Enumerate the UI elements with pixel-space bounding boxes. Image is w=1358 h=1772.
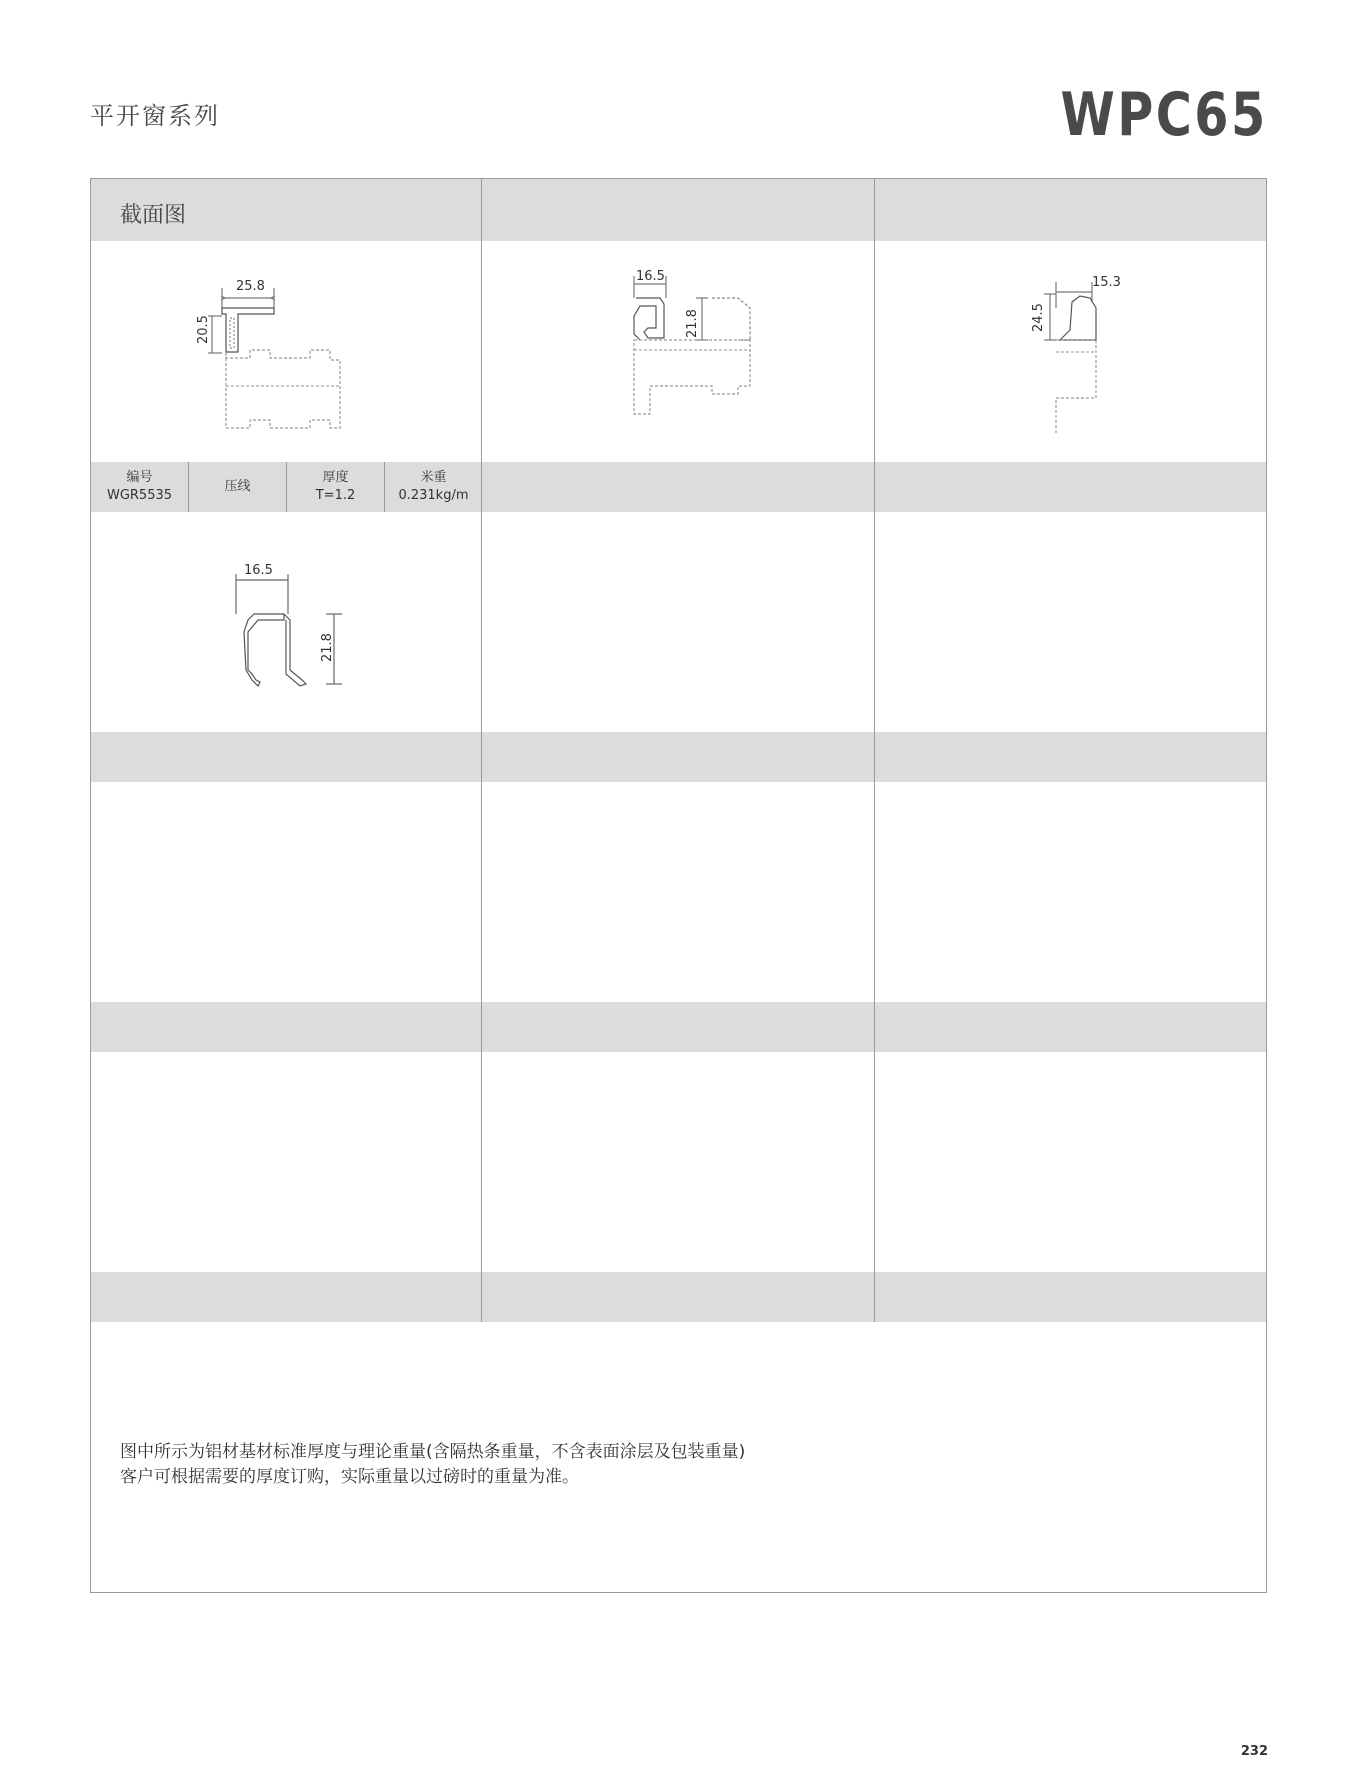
thickness-value: T=1.2 — [315, 488, 356, 503]
profile-4-dim-height — [320, 633, 335, 662]
series-title: 平开窗系列 — [90, 102, 220, 130]
code-cell — [91, 462, 188, 512]
profile-1-dim-width — [236, 279, 265, 294]
section-header-label: 截面图 — [120, 203, 187, 228]
profile-drawing-3 — [1020, 268, 1140, 443]
footnote-line-2: 客户可根据需要的厚度订购，实际重量以过磅时的重量为准。 — [120, 1467, 579, 1487]
column-divider-2 — [874, 178, 875, 1322]
column-divider-1 — [481, 178, 482, 1322]
code-label: 编号 — [126, 470, 153, 485]
profile-drawing-1 — [190, 268, 390, 438]
footnote — [120, 1440, 745, 1490]
svg-text:15.3: 15.3 — [1092, 275, 1121, 290]
weight-value: 0.231kg/m — [398, 488, 469, 503]
svg-text:24.5: 24.5 — [1031, 303, 1046, 332]
svg-text:21.8: 21.8 — [685, 309, 700, 338]
profile-drawing-4 — [220, 560, 370, 700]
svg-text:21.8: 21.8 — [320, 633, 335, 662]
svg-text:16.5: 16.5 — [244, 563, 273, 578]
name-cell — [189, 462, 286, 512]
profile-3-dim-height — [1031, 303, 1046, 332]
model-title: WPC65 — [1060, 80, 1268, 150]
profile-3-dim-width — [1092, 275, 1121, 290]
footnote-line-1: 图中所示为铝材基材标准厚度与理论重量(含隔热条重量，不含表面涂层及包装重量) — [120, 1442, 746, 1462]
weight-cell — [385, 462, 482, 512]
profile-drawing-2 — [620, 268, 770, 443]
profile-name: 压线 — [224, 479, 251, 494]
profile-1-dim-height — [196, 315, 211, 344]
page-number: 232 — [1240, 1744, 1268, 1759]
weight-label: 米重 — [420, 470, 447, 485]
code-value: WGR5535 — [106, 488, 173, 503]
thickness-cell — [287, 462, 384, 512]
profile-2-dim-height — [685, 309, 700, 338]
profile-4-dim-width — [244, 563, 273, 578]
svg-text:20.5: 20.5 — [196, 315, 211, 344]
profile-2-dim-width — [636, 269, 665, 284]
svg-text:25.8: 25.8 — [236, 279, 265, 294]
svg-text:16.5: 16.5 — [636, 269, 665, 284]
thickness-label: 厚度 — [322, 470, 349, 485]
